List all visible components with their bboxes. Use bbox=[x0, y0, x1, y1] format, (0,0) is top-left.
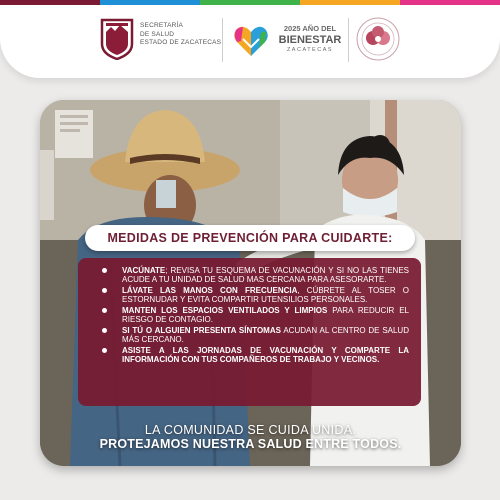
list-item-bold: LÁVATE LAS MANOS CON FRECUENCIA bbox=[122, 286, 298, 295]
list-item-text: , CÚBRETE AL TOSER O ESTORNUDAR Y EVITA COMPARTIR UTENSILIOS PERSONALES. bbox=[122, 286, 409, 304]
list-item bbox=[90, 306, 409, 324]
shield-logo-icon bbox=[100, 18, 134, 60]
list-item-bold: SI TÚ O ALGUIEN PRESENTA SÍNTOMAS bbox=[122, 326, 281, 335]
list-item bbox=[90, 326, 409, 344]
header-divider bbox=[348, 18, 349, 62]
strip-segment bbox=[0, 0, 100, 5]
list-item bbox=[90, 266, 409, 284]
footer-slogan: PROTEJAMOS NUESTRA SALUD ENTRE TODOS. bbox=[99, 437, 402, 451]
list-item bbox=[90, 346, 409, 364]
strip-segment bbox=[400, 0, 500, 5]
card-title bbox=[85, 225, 415, 251]
header-bar bbox=[0, 0, 500, 78]
secretaria-text bbox=[140, 22, 230, 48]
bienestar-text bbox=[274, 24, 346, 55]
list-item-text: PARA REDUCIR EL RIESGO DE CONTAGIO. bbox=[122, 306, 409, 324]
strip-segment bbox=[100, 0, 200, 5]
bienestar-line3: ZACATECAS bbox=[286, 47, 334, 53]
list-item-text: ; REVISA TU ESQUEMA DE VACUNACIÓN Y SI NO LAS TIENES ACUDE A TU UNIDAD DE SALUD MAS CERCANA PARA ASESORARTE. bbox=[122, 266, 409, 284]
list-item bbox=[90, 286, 409, 304]
bienestar-line2: BIENESTAR bbox=[278, 34, 342, 46]
color-strip bbox=[0, 0, 500, 5]
secretaria-line3: ESTADO DE ZACATECAS bbox=[140, 39, 222, 46]
bienestar-line1: 2025 AÑO DEL bbox=[283, 24, 337, 33]
card-title-text: MEDIDAS DE PREVENCIÓN PARA CUIDARTE: bbox=[107, 231, 393, 245]
secretaria-line1: SECRETARÍA bbox=[140, 22, 184, 29]
secretaria-salud-logo bbox=[100, 18, 222, 60]
secretaria-line2: DE SALUD bbox=[140, 30, 175, 38]
info-card bbox=[40, 100, 461, 466]
prevention-list bbox=[78, 258, 421, 406]
list-item-bold: VACÚNATE bbox=[122, 266, 166, 275]
strip-segment bbox=[200, 0, 300, 5]
heart-logo-icon bbox=[231, 21, 271, 61]
list-item-text: ACUDAN AL CENTRO DE SALUD MÁS CERCANO. bbox=[122, 326, 409, 344]
seal-logo-icon bbox=[355, 16, 401, 62]
footer-tagline: LA COMUNIDAD SE CUIDA UNIDA. bbox=[144, 423, 357, 437]
header-divider bbox=[222, 18, 223, 62]
list-item-bold: ASISTE A LAS JORNADAS DE VACUNACIÓN Y COMPARTE LA INFORMACIÓN CON TUS COMPAÑEROS DE TRABAJO Y VECINOS. bbox=[122, 346, 409, 364]
list-item-bold: MANTEN LOS ESPACIOS VENTILADOS Y LIMPIOS bbox=[122, 306, 328, 315]
strip-segment bbox=[300, 0, 400, 5]
